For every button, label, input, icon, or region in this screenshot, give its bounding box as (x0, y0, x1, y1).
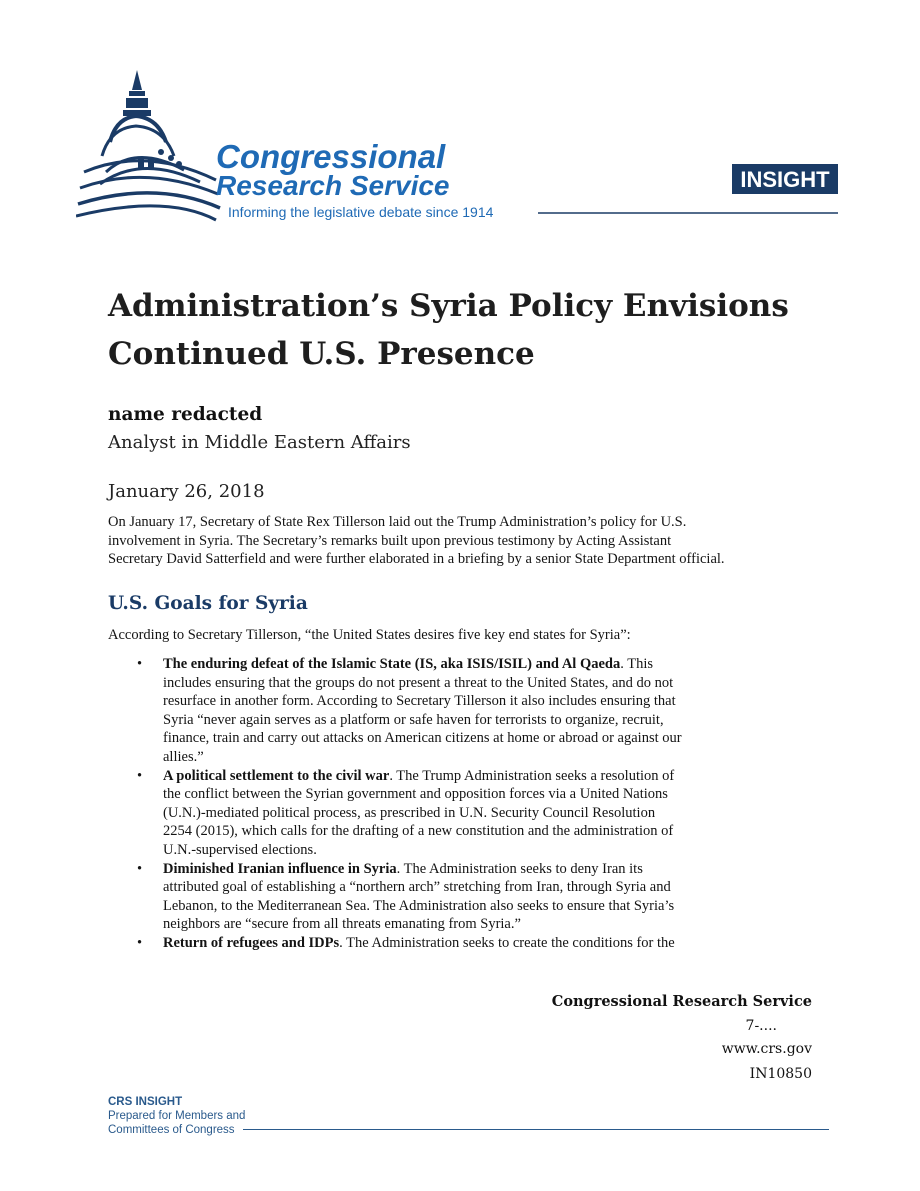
goal-line: neighbors are “secure from all threats emanating from Syria.” (163, 916, 521, 933)
footer-id: IN10850 (749, 1066, 812, 1082)
goal-line: finance, train and carry out attacks on American citizens at home or abroad or against our (163, 730, 682, 747)
goal-first-line (163, 767, 828, 786)
goals-list (108, 655, 828, 953)
goal-text: . This (620, 656, 653, 672)
bullet-icon: • (137, 656, 143, 672)
goal-first-line (163, 934, 828, 953)
goal-line: Syria “never again serves as a platform or safe haven for terrorists to organize, recruit, (163, 711, 664, 728)
title-line-2: Continued U.S. Presence (108, 336, 535, 372)
bullet-icon: • (137, 767, 143, 784)
goal-line: the conflict between the Syrian government and opposition forces via a United Nations (163, 786, 668, 803)
footer-rule (243, 1129, 829, 1130)
goal-item-refugees (108, 934, 828, 953)
crs-committees-line: Committees of Congress (108, 1124, 235, 1136)
goal-item-is-defeat (108, 655, 828, 767)
intro-paragraph (108, 513, 828, 569)
footer-number: 7-.... (745, 1018, 777, 1034)
author-role: Analyst in Middle Eastern Affairs (108, 432, 411, 453)
goal-line: U.N.-supervised elections. (163, 841, 317, 858)
goal-line: resurface in another form. According to Secretary Tillerson it also includes ensuring that (163, 693, 676, 710)
goal-item-iranian-influence (108, 860, 828, 934)
tagline: Informing the legislative debate since 1914 (228, 204, 494, 220)
crs-logo (76, 60, 846, 230)
org-name-line2: Research Service (216, 170, 450, 201)
goal-line: (U.N.)-mediated political process, as prescribed in U.N. Security Council Resolution (163, 804, 656, 821)
goal-heading: A political settlement to the civil war (163, 767, 390, 784)
goal-line: 2254 (2015), which calls for the drafting of a new constitution and the administration of (163, 823, 674, 840)
goal-item-political-settlement (108, 767, 828, 860)
section-lead: According to Secretary Tillerson, “the United States desires five key end states for Syria”: (108, 627, 631, 643)
goal-first-line (163, 860, 828, 879)
goal-line: attributed goal of establishing a “northern arch” stretching from Iran, through Syria and (163, 879, 671, 896)
org-name-line1: Congressional (216, 138, 446, 175)
goal-line: includes ensuring that the groups do not present a threat to the United States, and do not (163, 674, 674, 691)
title-line-1: Administration’s Syria Policy Envisions (108, 288, 789, 324)
section-heading: U.S. Goals for Syria (108, 593, 308, 614)
goal-first-line (163, 655, 828, 674)
goal-line: allies.” (163, 748, 204, 765)
goal-heading: Return of refugees and IDPs (163, 934, 340, 951)
capitol-dome-icon (76, 70, 220, 220)
bullet-icon: • (137, 860, 143, 877)
author-name: name redacted (108, 404, 263, 425)
intro-line: involvement in Syria. The Secretary’s remarks built upon previous testimony by Acting Assistant (108, 532, 672, 549)
crs-insight-label: CRS INSIGHT (108, 1096, 183, 1108)
bullet-icon: • (137, 934, 143, 951)
intro-line: On January 17, Secretary of State Rex Tillerson laid out the Trump Administration’s policy for U.S. (108, 514, 687, 530)
publication-date: January 26, 2018 (108, 481, 265, 502)
crs-prepared-line: Prepared for Members and (108, 1110, 246, 1122)
footer-url[interactable]: www.crs.gov (721, 1041, 812, 1057)
goal-line: Lebanon, to the Mediterranean Sea. The Administration also seeks to ensure that Syria’s (163, 897, 675, 914)
goal-text: . The Administration seeks to create the conditions for the (339, 934, 675, 951)
intro-line: Secretary David Satterfield and were further elaborated in a briefing by a senior State Department official. (108, 551, 725, 568)
goal-heading: The enduring defeat of the Islamic State (IS, aka ISIS/ISIL) and Al Qaeda (163, 656, 621, 672)
goal-heading: Diminished Iranian influence in Syria (163, 860, 397, 877)
goal-text: . The Trump Administration seeks a resolution of (389, 767, 675, 784)
page-title (108, 282, 828, 378)
insight-badge-label: INSIGHT (740, 167, 830, 192)
footer-org: Congressional Research Service (551, 993, 812, 1010)
goal-text: . The Administration seeks to deny Iran its (396, 860, 643, 877)
